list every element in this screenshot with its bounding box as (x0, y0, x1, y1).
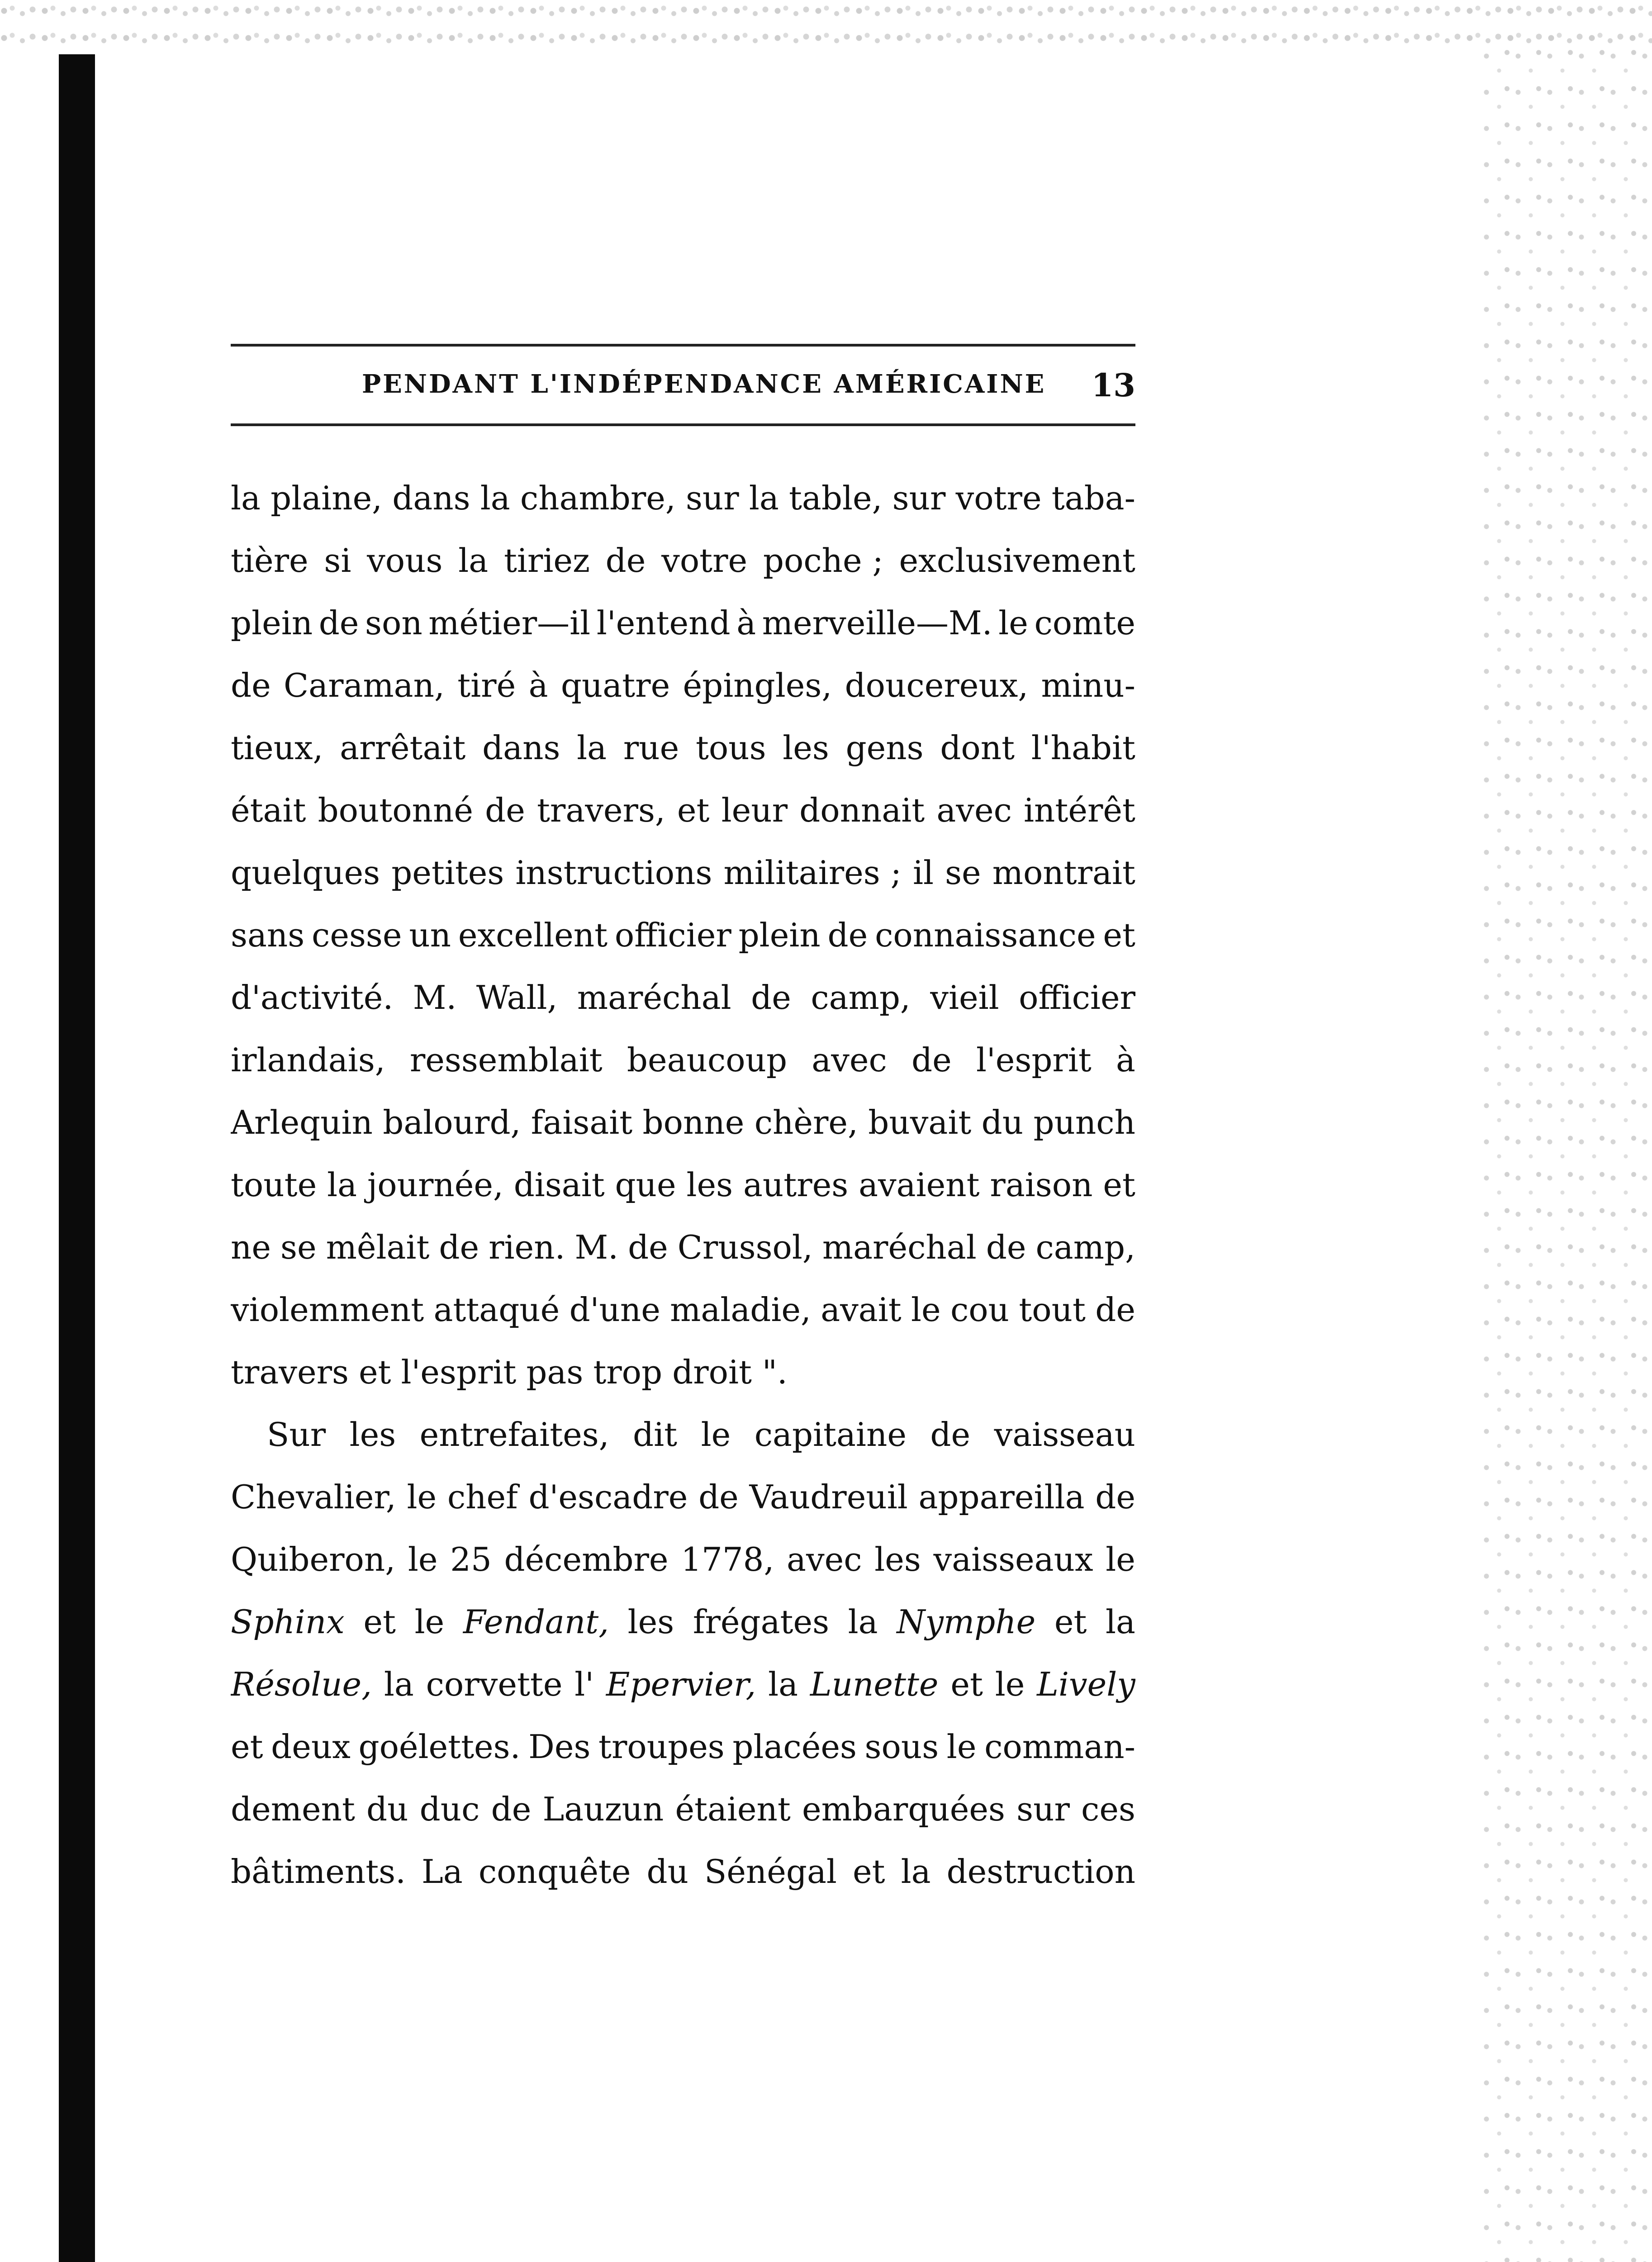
word: la (327, 1166, 357, 1204)
word: Wall, (476, 979, 558, 1017)
word: et (1103, 1166, 1135, 1204)
running-head (231, 347, 1135, 423)
word: de (231, 666, 271, 704)
word: journée, (367, 1166, 503, 1204)
word: gens (845, 729, 924, 767)
word: conquête (478, 1853, 631, 1891)
word: l' (574, 1665, 594, 1703)
word: du (981, 1103, 1024, 1141)
word: la (848, 1603, 878, 1641)
scan-noise-top (0, 0, 1652, 59)
word: disait (513, 1166, 605, 1204)
text-line (231, 1778, 1135, 1840)
word: placées (732, 1728, 857, 1766)
word: la (458, 542, 489, 580)
word: plein (738, 916, 821, 954)
word: merveille—M. (762, 604, 992, 642)
word: M. (574, 1228, 619, 1266)
word: le (911, 1291, 941, 1329)
word: Fendant, (463, 1603, 609, 1641)
word: le (946, 1728, 977, 1766)
word: excellent (458, 916, 608, 954)
word: Nymphe (897, 1603, 1036, 1641)
text-line (231, 904, 1135, 966)
word: à (1116, 1041, 1135, 1079)
text-line (231, 717, 1135, 779)
word: la (901, 1853, 931, 1891)
word: vieil (930, 979, 999, 1017)
word: quatre (560, 666, 670, 704)
word: d'une (569, 1291, 660, 1329)
word: montrait (992, 854, 1135, 892)
word: capitaine (754, 1416, 907, 1454)
word: Epervier, (606, 1665, 756, 1703)
word: embarquées (802, 1790, 1005, 1828)
word: avec (787, 1540, 862, 1578)
word: instructions (515, 854, 712, 892)
word: tieux, (231, 729, 323, 767)
word: Lauzun (542, 1790, 664, 1828)
word: exclusivement (899, 542, 1135, 580)
word: de (1095, 1478, 1135, 1516)
word: de (930, 1416, 971, 1454)
text-line (231, 529, 1135, 592)
word: étaient (675, 1790, 791, 1828)
word: M. (413, 979, 457, 1017)
word: un (409, 916, 451, 954)
text-line (231, 1466, 1135, 1528)
body-text (231, 467, 1135, 1903)
text-line (231, 1341, 1135, 1403)
word: travers (231, 1353, 349, 1391)
word: l'esprit (401, 1353, 517, 1391)
word: métier—il (428, 604, 591, 642)
word: le (408, 1540, 438, 1578)
text-line (231, 1278, 1135, 1341)
word: doucereux, (845, 666, 1029, 704)
word: l'entend (596, 604, 731, 642)
word: de (698, 1478, 739, 1516)
word: la (384, 1665, 414, 1703)
word: avaient (859, 1166, 980, 1204)
word: raison (990, 1166, 1093, 1204)
word: du (646, 1853, 688, 1891)
word: de (751, 979, 791, 1017)
word: toute (231, 1166, 317, 1204)
word: Lively (1037, 1665, 1135, 1703)
word: de (628, 1228, 668, 1266)
word: de (911, 1041, 952, 1079)
word: plaine, (271, 479, 383, 517)
word: votre (661, 542, 748, 580)
word: les (686, 1166, 733, 1204)
text-line (231, 1403, 1135, 1466)
word: sur (892, 479, 946, 517)
word: table, (789, 479, 883, 517)
word: destruction (946, 1853, 1135, 1891)
header-rule-bottom (231, 423, 1135, 426)
word: son (365, 604, 422, 642)
word: de (485, 791, 525, 829)
word: corvette (426, 1665, 563, 1703)
word: entrefaites, (419, 1416, 609, 1454)
text-line (231, 654, 1135, 717)
word: à (528, 666, 548, 704)
word: punch (1033, 1103, 1135, 1141)
word: la (480, 479, 510, 517)
word: Des (528, 1728, 591, 1766)
word: la (768, 1665, 798, 1703)
word: se (280, 1228, 317, 1266)
word: comman- (984, 1728, 1135, 1766)
text-line (231, 1653, 1135, 1716)
word: maréchal (577, 979, 731, 1017)
word: minu- (1041, 666, 1135, 704)
word: dans (392, 479, 470, 517)
word: travers, (536, 791, 665, 829)
word: dit (633, 1416, 678, 1454)
word: deux (271, 1728, 351, 1766)
word: connaissance (875, 916, 1096, 954)
word: la (1106, 1603, 1135, 1641)
word: ressemblait (409, 1041, 603, 1079)
scan-border-left (59, 54, 95, 2262)
word: vaisseaux (933, 1540, 1093, 1578)
word: violemment (231, 1291, 424, 1329)
word: balourd, (383, 1103, 521, 1141)
word: officier (614, 916, 731, 954)
word: plein (231, 604, 313, 642)
word: avait (821, 1291, 902, 1329)
book-page (231, 344, 1135, 1903)
word: sans (231, 916, 305, 954)
word: quelques (231, 854, 380, 892)
word: votre (955, 479, 1042, 517)
word: pas (526, 1353, 584, 1391)
word: leur (721, 791, 788, 829)
running-title: PENDANT L'INDÉPENDANCE AMÉRICAINE (362, 369, 1046, 399)
word: chambre, (520, 479, 676, 517)
word: tière (231, 542, 309, 580)
word: duc (419, 1790, 480, 1828)
word: d'escadre (528, 1478, 688, 1516)
word: chef (447, 1478, 518, 1516)
word: les (627, 1603, 674, 1641)
word: Crussol, (677, 1228, 813, 1266)
word: l'habit (1031, 729, 1135, 767)
word: Lunette (810, 1665, 939, 1703)
word: goélettes. (358, 1728, 521, 1766)
word: intérêt (1024, 791, 1135, 829)
word: était (231, 791, 306, 829)
word: cou (950, 1291, 1010, 1329)
word: l'esprit (976, 1041, 1092, 1079)
word: de (491, 1790, 532, 1828)
word: sous (864, 1728, 939, 1766)
text-line (231, 1216, 1135, 1278)
word: Caraman, (284, 666, 445, 704)
word: Arlequin (231, 1103, 373, 1141)
word: la (231, 479, 261, 517)
word: dans (482, 729, 560, 767)
word: trop (593, 1353, 663, 1391)
word: la (577, 729, 607, 767)
word: ne (231, 1228, 271, 1266)
word: et (1103, 916, 1135, 954)
word: militaires ; (723, 854, 902, 892)
word: avec (936, 791, 1012, 829)
word: dont (940, 729, 1015, 767)
word: rien. (489, 1228, 565, 1266)
word: sur (685, 479, 739, 517)
word: les (349, 1416, 396, 1454)
word: troupes (598, 1728, 725, 1766)
word: de (439, 1228, 479, 1266)
word: faisait (531, 1103, 633, 1141)
text-line (231, 1528, 1135, 1591)
word: et (358, 1353, 391, 1391)
word: d'activité. (231, 979, 394, 1017)
word: tous (695, 729, 766, 767)
word: tiriez (503, 542, 590, 580)
word: attaqué (433, 1291, 560, 1329)
word: épingles, (683, 666, 832, 704)
word: ces (1081, 1790, 1135, 1828)
word: autres (743, 1166, 849, 1204)
page-number: 13 (1091, 366, 1135, 404)
word: tiré (457, 666, 516, 704)
word: le (414, 1603, 445, 1641)
word: droit ". (672, 1353, 788, 1391)
word: Chevalier, (231, 1478, 396, 1516)
word: de (1095, 1291, 1135, 1329)
word: sur (1016, 1790, 1070, 1828)
word: Sphinx (231, 1603, 345, 1641)
word: du (366, 1790, 408, 1828)
word: beaucoup (627, 1041, 788, 1079)
word: et (853, 1853, 885, 1891)
word: rue (623, 729, 679, 767)
word: Sénégal (704, 1853, 837, 1891)
word: et (1054, 1603, 1087, 1641)
word: il (912, 854, 934, 892)
word: se (945, 854, 981, 892)
word: le (407, 1478, 437, 1516)
word: taba- (1051, 479, 1135, 517)
word: officier (1019, 979, 1135, 1017)
word: de (986, 1228, 1026, 1266)
word: petites (391, 854, 504, 892)
word: avec (812, 1041, 887, 1079)
text-line (231, 1591, 1135, 1653)
word: le (995, 1665, 1025, 1703)
word: Vaudreuil (749, 1478, 908, 1516)
word: de (318, 604, 359, 642)
text-line (231, 592, 1135, 654)
word: décembre (504, 1540, 669, 1578)
word: appareilla (918, 1478, 1085, 1516)
text-line (231, 1716, 1135, 1778)
word: le (1106, 1540, 1135, 1578)
text-line (231, 1154, 1135, 1216)
text-line (231, 1091, 1135, 1154)
word: camp, (1035, 1228, 1135, 1266)
text-line (231, 1840, 1135, 1903)
word: frégates (693, 1603, 830, 1641)
word: et (363, 1603, 396, 1641)
word: cesse (312, 916, 402, 954)
word: si (324, 542, 351, 580)
word: que (615, 1166, 676, 1204)
word: poche ; (763, 542, 883, 580)
word: mêlait (326, 1228, 430, 1266)
word: et (677, 791, 710, 829)
word: et (950, 1665, 983, 1703)
word: le (998, 604, 1028, 642)
word: et (231, 1728, 263, 1766)
word: Résolue, (231, 1665, 372, 1703)
word: tout (1019, 1291, 1086, 1329)
word: Quiberon, (231, 1540, 396, 1578)
word: maréchal (822, 1228, 977, 1266)
word: 25 (450, 1540, 492, 1578)
word: vous (367, 542, 443, 580)
word: camp, (811, 979, 911, 1017)
word: de (605, 542, 646, 580)
word: maladie, (670, 1291, 811, 1329)
word: vaisseau (994, 1416, 1135, 1454)
text-line (231, 966, 1135, 1029)
word: boutonné (318, 791, 474, 829)
word: Sur (267, 1416, 326, 1454)
text-line (231, 841, 1135, 904)
word: donnait (799, 791, 925, 829)
word: la (749, 479, 779, 517)
word: dement (231, 1790, 355, 1828)
word: de (827, 916, 868, 954)
word: bonne (642, 1103, 745, 1141)
text-line (231, 779, 1135, 841)
word: les (783, 729, 829, 767)
word: irlandais, (231, 1041, 385, 1079)
word: 1778, (681, 1540, 774, 1578)
text-line (231, 467, 1135, 529)
word: chère, (754, 1103, 858, 1141)
text-line (231, 1029, 1135, 1091)
word: buvait (868, 1103, 972, 1141)
word: bâtiments. (231, 1853, 406, 1891)
word: les (874, 1540, 921, 1578)
word: comte (1034, 604, 1135, 642)
word: arrêtait (340, 729, 466, 767)
word: La (422, 1853, 463, 1891)
scan-noise-right (1480, 45, 1652, 2262)
word: à (736, 604, 756, 642)
word: le (701, 1416, 731, 1454)
